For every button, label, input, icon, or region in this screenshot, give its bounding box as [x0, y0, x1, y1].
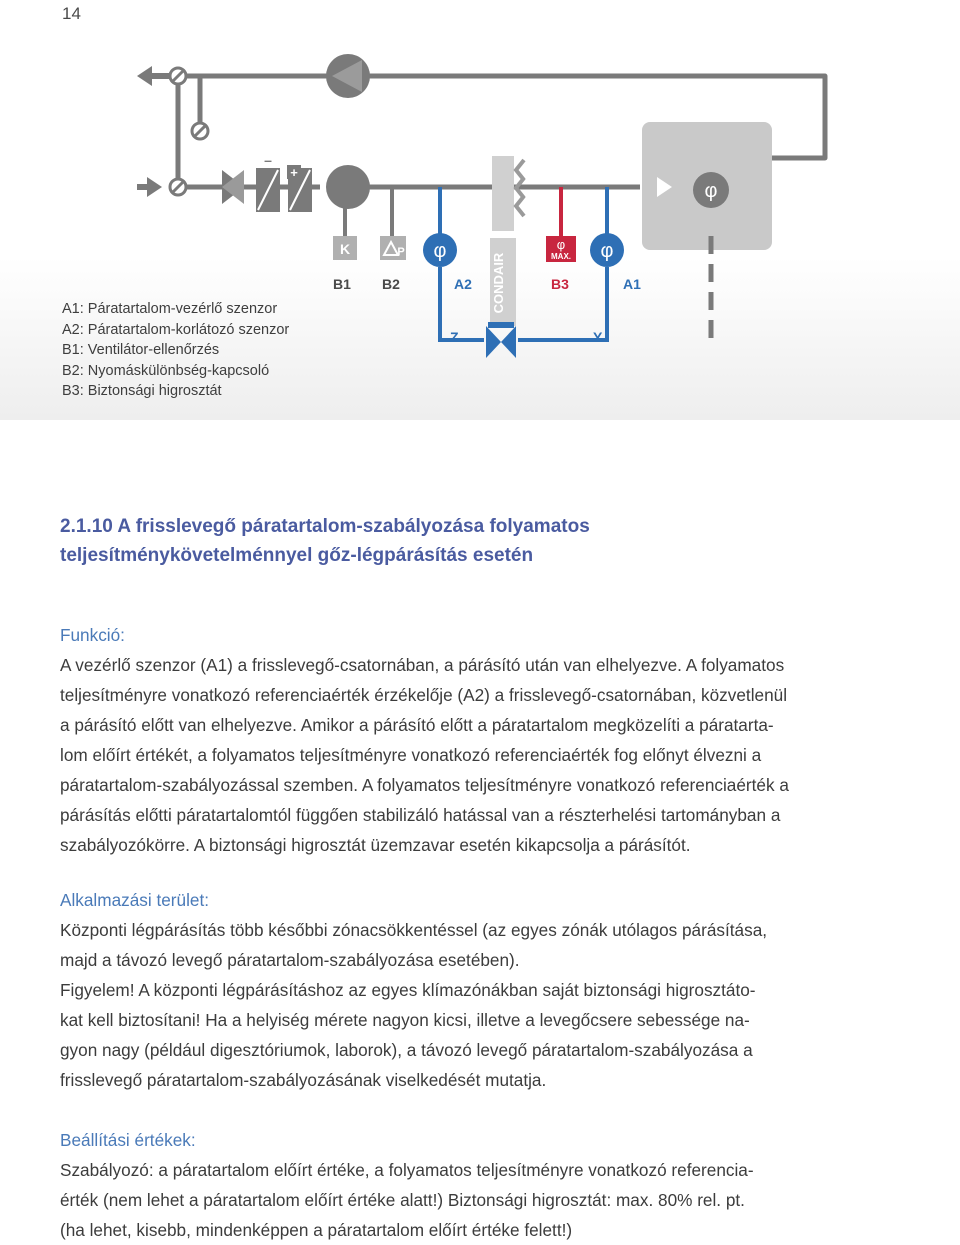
alkalmazasi-heading: Alkalmazási terület: — [60, 890, 210, 910]
beallitasi-section — [60, 1125, 910, 1245]
a1-label: A1 — [623, 276, 641, 292]
legend-item: B2: Nyomáskülönbség-kapcsoló — [62, 362, 270, 379]
supply-fan-icon — [326, 165, 370, 209]
dp-label: P — [397, 246, 405, 258]
funkcio-line: párásítás előtti páratartalomtól függően stabilizáló hatással van a részterhelési tartományban a — [60, 805, 781, 825]
legend-item: A2: Páratartalom-korlátozó szenzor — [62, 321, 290, 338]
b1-label: B1 — [333, 276, 351, 292]
z-label: Z — [450, 329, 459, 345]
section-title-line: 2.1.10 A frisslevegő páratartalom-szabályozása folyamatos — [60, 516, 590, 537]
a2-label: A2 — [454, 276, 472, 292]
b3-label: B3 — [551, 276, 569, 292]
funkcio-line: A vezérlő szenzor (A1) a frisslevegő-csatornában, a párásító után van elhelyezve. A folyamatos — [60, 655, 785, 675]
a1-phi-label: φ — [600, 240, 614, 262]
legend-item: B3: Biztonsági higrosztát — [62, 383, 222, 399]
room-phi-label: φ — [704, 180, 718, 202]
minus-label: – — [264, 152, 272, 168]
beallitasi-line: érték (nem lehet a páratartalom előírt értéke alatt!) Biztonsági higrosztát: max. 80% rel. pt. — [60, 1190, 745, 1210]
b3-phi-label: φ — [556, 237, 566, 252]
funkcio-line: a párásító előtt van elhelyezve. Amikor a párásító előtt a páratartalom megközelíti a páratarta- — [60, 715, 774, 735]
alkalmazasi-line: kat kell biztosítani! Ha a helyiség mérete nagyon kicsi, illetve a levegőcsere sebessége na- — [60, 1010, 750, 1030]
alkalmazasi-line: Központi légpárásítás több későbbi zónacsökkentéssel (az egyes zónák utólagos párásítása, — [60, 920, 768, 940]
legend-item: B1: Ventilátor-ellenőrzés — [62, 342, 220, 358]
beallitasi-line: Szabályozó: a páratartalom előírt értéke, a folyamatos teljesítményre vonatkozó referencia- — [60, 1160, 754, 1180]
condair-label: CONDAIR — [491, 252, 506, 314]
alkalmazasi-section — [60, 885, 910, 1095]
funkcio-heading: Funkció: — [60, 625, 125, 645]
max-label: MAX. — [551, 252, 571, 261]
legend — [62, 299, 289, 402]
k-label: K — [339, 241, 351, 257]
section-title — [60, 512, 920, 570]
beallitasi-heading: Beállítási értékek: — [60, 1130, 196, 1150]
funkcio-line: teljesítményre vonatkozó referenciaérték érzékelője (A2) a frisslevegő-csatornában, közvetlenül — [60, 685, 788, 705]
y-label: Y — [593, 329, 603, 345]
legend-item: A1: Páratartalom-vezérlő szenzor — [62, 301, 278, 317]
b2-label: B2 — [382, 276, 400, 292]
alkalmazasi-line: gyon nagy (például digesztóriumok, laborok), a távozó levegő páratartalom-szabályozása a — [60, 1040, 753, 1060]
alkalmazasi-line: frisslevegő páratartalom-szabályozásának viselkedését mutatja. — [60, 1070, 547, 1090]
exhaust-arrow-icon — [137, 66, 152, 86]
steam-valve-icon — [486, 326, 501, 358]
a2-phi-label: φ — [433, 240, 447, 262]
page-number: 14 — [62, 4, 81, 23]
funkcio-section — [60, 620, 910, 860]
alkalmazasi-line: Figyelem! A központi légpárásításhoz az egyes klímazónákban saját biztonsági higrosztáto- — [60, 980, 756, 1000]
funkcio-line: páratartalom-szabályozással szemben. A folyamatos teljesítményre vonatkozó referenciaérték a — [60, 775, 789, 795]
funkcio-line: szabályozókörre. A biztonsági higrosztát üzemzavar esetén kikapcsolja a párásítót. — [60, 835, 691, 855]
plus-label: + — [290, 165, 298, 180]
condair-humidifier — [492, 156, 514, 231]
funkcio-line: lom előírt értékét, a folyamatos teljesítményre vonatkozó referenciaérték fog előnyt élvezni a — [60, 745, 762, 765]
alkalmazasi-line: majd a távozó levegő páratartalom-szabályozása esetében). — [60, 950, 520, 970]
beallitasi-line: (ha lehet, kisebb, mindenképpen a páratartalom előírt értéke felett!) — [60, 1220, 573, 1240]
section-title-line: teljesítménykövetelménnyel gőz-légpárásítás esetén — [60, 545, 534, 566]
